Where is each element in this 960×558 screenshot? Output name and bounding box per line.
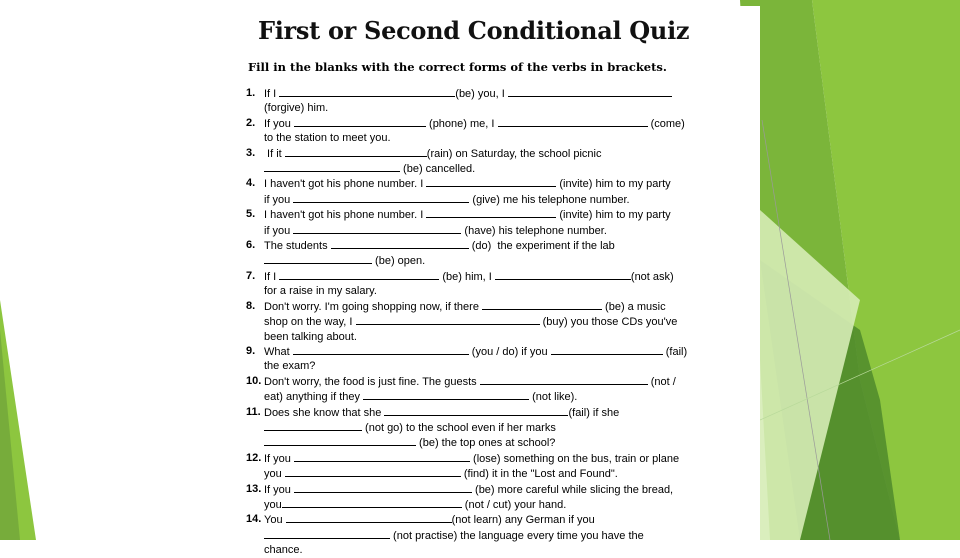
question-fragment: (be) you, I [455,88,508,100]
question-text [264,512,746,557]
answer-blank[interactable] [294,451,470,462]
question-item [246,451,746,482]
answer-blank[interactable] [264,420,362,431]
answer-blank[interactable] [293,192,469,203]
question-line [264,269,746,284]
question-fragment: If I [264,270,280,283]
question-fragment: eat) anything if they [264,391,364,404]
question-line [264,192,746,207]
question-line [264,330,746,344]
question-fragment: (invite) him to my party [556,209,671,222]
question-fragment: (not like). [529,391,578,404]
question-line [264,389,746,404]
question-fragment: (fail) if she [568,406,620,419]
answer-blank[interactable] [356,314,540,325]
question-number: 4. [246,177,256,190]
question-number: 6. [246,239,256,252]
question-line [264,405,746,420]
question-number: 9. [246,344,256,357]
answer-blank[interactable] [286,512,452,523]
question-fragment: (not practise) the language every time you have the [390,529,644,542]
answer-blank[interactable] [285,146,427,157]
answer-blank[interactable] [294,116,426,127]
question-fragment: (be) a music [602,300,666,313]
question-text [264,238,746,269]
question-item [246,207,746,238]
question-fragment: (come) [647,117,685,130]
question-number: 11. [246,405,261,418]
question-fragment: (invite) him to my party [556,178,671,191]
question-fragment: (buy) you those CDs you've [539,316,678,329]
question-item [246,86,746,116]
question-list [246,86,746,558]
question-text [264,482,746,513]
question-text [264,146,746,177]
question-fragment: (you / do) if you [468,345,551,358]
question-fragment: been talking about. [264,330,357,343]
question-line [264,86,746,101]
question-item [246,374,746,405]
question-fragment: (not / cut) your hand. [461,498,567,511]
question-fragment: chance. [264,544,303,557]
question-line [264,543,746,557]
question-text [264,176,746,207]
question-line [264,435,746,450]
question-number: 7. [246,269,256,282]
question-item [246,146,746,177]
question-fragment: I haven't got his phone number. I [264,178,427,191]
answer-blank[interactable] [264,253,372,264]
question-fragment: If I [264,88,280,100]
question-number: 10. [246,374,262,387]
question-item [246,405,746,451]
question-line [264,207,746,222]
answer-blank[interactable] [498,116,648,127]
question-text [264,299,746,344]
question-fragment: If you [264,483,294,496]
question-fragment: If you [264,452,294,465]
answer-blank[interactable] [363,389,529,400]
question-line [264,238,746,253]
answer-blank[interactable] [294,482,472,493]
question-fragment: shop on the way, I [264,316,356,329]
question-line [264,344,746,359]
answer-blank[interactable] [426,176,556,187]
question-fragment: (not go) to the school even if her marks [362,421,556,434]
question-number: 13. [246,482,262,495]
question-line [264,512,746,527]
question-line [264,482,746,497]
question-fragment: (be) open. [372,255,426,268]
answer-blank[interactable] [426,207,556,218]
answer-blank[interactable] [264,161,400,172]
question-number: 2. [246,116,256,129]
question-fragment: (phone) me, I [425,117,498,130]
question-fragment: (find) it in the "Lost and Found". [460,468,618,481]
question-fragment: (have) his telephone number. [461,224,607,237]
question-fragment: (be) him, I [439,270,495,283]
answer-blank[interactable] [384,405,568,416]
question-number: 3. [246,146,256,159]
question-item [246,116,746,146]
question-fragment: (be) more careful while slicing the bread, [471,483,674,496]
question-fragment: you [264,498,282,511]
question-line [264,299,746,314]
question-fragment: if you [264,193,294,206]
question-text [264,269,746,299]
question-line [264,284,746,298]
question-fragment: (not ask) [630,270,674,283]
question-fragment: Don't worry, the food is just fine. The guests [264,375,480,388]
question-line [264,116,746,131]
question-fragment: to the station to meet you. [264,132,391,145]
question-text [264,86,746,116]
question-fragment: You [264,514,286,527]
question-line [264,101,746,115]
answer-blank[interactable] [285,466,461,477]
question-line [264,374,746,389]
question-line [264,253,746,268]
answer-blank[interactable] [331,238,469,249]
question-fragment: (not / [647,375,676,388]
question-line [264,466,746,481]
question-text [264,374,746,405]
question-number: 12. [246,451,262,464]
question-fragment: (not learn) any German if you [451,514,595,527]
instructions: Fill in the blanks with the correct forms of the verbs in brackets. [248,60,667,74]
question-text [264,116,746,146]
question-fragment: you [264,468,285,481]
question-item [246,176,746,207]
answer-blank[interactable] [482,299,602,310]
answer-blank[interactable] [293,223,461,234]
answer-blank[interactable] [480,374,648,385]
answer-blank[interactable] [282,497,462,508]
question-number: 14. [246,513,262,526]
question-text [264,344,746,374]
question-fragment: (be) cancelled. [400,163,476,176]
answer-blank[interactable] [279,269,439,280]
worksheet [236,6,760,557]
question-line [264,451,746,466]
question-line [264,420,746,435]
question-fragment: If you [264,117,294,130]
question-fragment: (give) me his telephone number. [469,193,630,206]
question-fragment: What [264,345,293,358]
question-line [264,497,746,512]
answer-blank[interactable] [264,435,416,446]
question-fragment: Don't worry. I'm going shopping now, if there [264,300,482,313]
question-fragment: Does she know that she [264,406,385,419]
question-line [264,528,746,543]
question-line [264,359,746,373]
question-number: 8. [246,299,256,312]
question-line [264,176,746,191]
question-item [246,512,746,557]
question-number: 1. [246,87,256,99]
question-fragment: if you [264,224,294,237]
question-fragment: (do) the experiment if the lab [468,240,615,253]
question-fragment: (fail) [662,345,688,358]
question-fragment: (lose) something on the bus, train or plane [469,452,680,465]
question-line [264,223,746,238]
answer-blank[interactable] [551,344,663,355]
question-text [264,451,746,482]
question-item [246,299,746,344]
question-number: 5. [246,208,256,221]
page-title: First or Second Conditional Quiz [258,16,690,45]
question-item [246,269,746,299]
question-line [264,314,746,329]
question-text [264,405,746,451]
answer-blank[interactable] [293,344,469,355]
question-item [246,238,746,269]
question-fragment: If it [264,147,285,160]
answer-blank[interactable] [508,86,672,97]
question-item [246,344,746,374]
question-line [264,131,746,145]
question-fragment: I haven't got his phone number. I [264,209,427,222]
question-fragment: The students [264,240,331,253]
question-fragment: (be) the top ones at school? [416,437,556,450]
answer-blank[interactable] [279,86,455,97]
question-line [264,161,746,176]
question-text [264,207,746,238]
question-fragment: the exam? [264,360,316,373]
question-fragment: (rain) on Saturday, the school picnic [426,147,602,160]
question-fragment: (forgive) him. [264,102,329,115]
answer-blank[interactable] [495,269,631,280]
question-item [246,482,746,513]
question-line [264,146,746,161]
question-fragment: for a raise in my salary. [264,285,377,298]
answer-blank[interactable] [264,528,390,539]
